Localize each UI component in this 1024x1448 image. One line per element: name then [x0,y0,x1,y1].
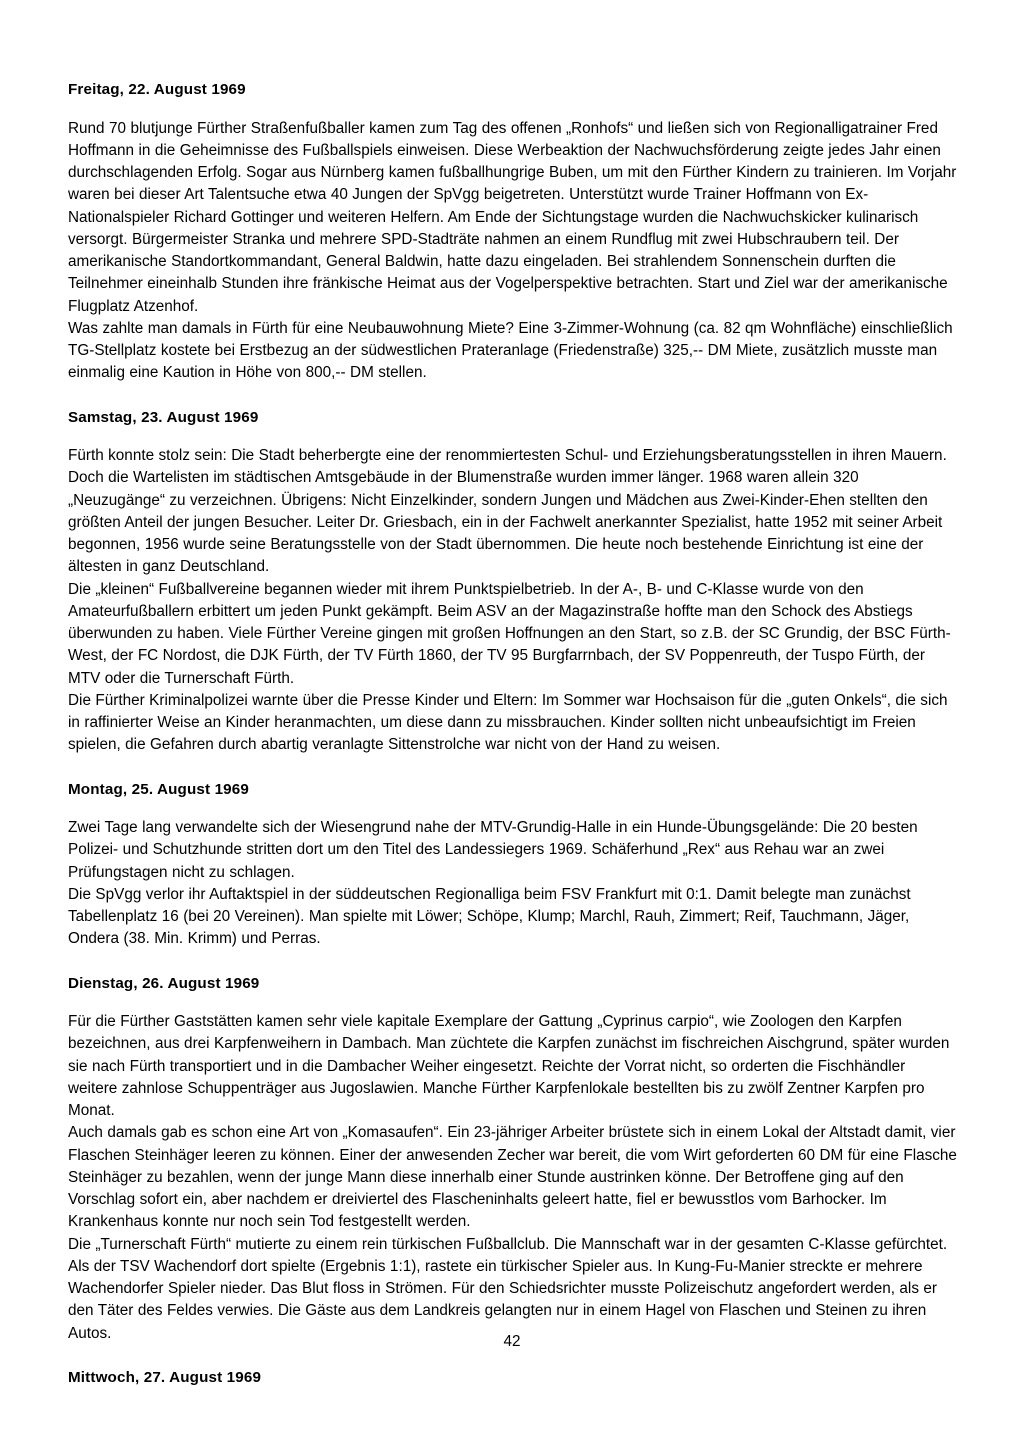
diary-entry [68,974,958,1345]
entry-date-heading: Samstag, 23. August 1969 [68,408,259,426]
entry-date-heading: Mittwoch, 27. August 1969 [68,1368,262,1386]
entry-paragraph: Zwei Tage lang verwandelte sich der Wiesengrund nahe der MTV-Grundig-Halle in ein Hunde-Übungsgelände: Die 20 besten Polizei- und Schutzhunde stritten dort um den Titel des Landessiegers 1969. Schäferhund „Rex“ aus Rehau war an zwei Prüfungstagen nicht zu schlagen. [68,819,918,881]
entry-date-heading: Montag, 25. August 1969 [68,780,249,798]
entry-paragraph: Die „kleinen“ Fußballvereine begannen wieder mit ihrem Punktspielbetrieb. In der A-, B- und C-Klasse wurde von den Amateurfußballern erbittert um jeden Punkt gekämpft. Beim ASV an der Magazinstraße hoffte man den Schock des Abstiegs überwunden zu haben. Viele Fürther Vereine gingen mit großen Hoffnungen an den Start, so z.B. der SC Grundig, der BSC Fürth-West, der FC Nordost, die DJK Fürth, der TV Fürth 1860, der TV 95 Burgfarrnbach, der SV Poppenreuth, der Tuspo Fürth, der MTV oder die Turnerschaft Fürth. [68,580,951,687]
entry-paragraph: Die SpVgg verlor ihr Auftaktspiel in der süddeutschen Regionalliga beim FSV Frankfurt mit 0:1. Damit belegte man zunächst Tabellenplatz 16 (bei 20 Vereinen). Man spielte mit Löwer; Schöpe, Klump; Marchl, Rauh, Zimmert; Reif, Tauchmann, Jäger, Ondera (38. Min. Krimm) und Perras. [68,885,911,948]
diary-entry [68,780,958,951]
diary-entry [68,80,958,385]
entry-paragraph: Was zahlte man damals in Fürth für eine Neubauwohnung Miete? Eine 3-Zimmer-Wohnung (ca. 82 qm Wohnfläche) einschließlich TG-Stellplatz kostete bei Erstbezug an der südwestlichen Prateranlage (Friedenstraße) 325,-- DM Miete, zusätzlich musste man einmalig eine Kaution in Höhe von 800,-- DM stellen. [68,319,953,382]
entry-paragraph: Fürth konnte stolz sein: Die Stadt beherbergte eine der renommiertesten Schul- und Erziehungsberatungsstellen in ihren Mauern. Doch die Wartelisten im städtischen Amtsgebäude in der Blumenstraße wurden immer länger. 1968 waren allein 320 „Neuzugänge“ zu verzeichnen. Übrigens: Nicht Einzelkinder, sondern Jungen und Mädchen aus Zwei-Kinder-Ehen stellten den größten Anteil der jungen Besucher. Leiter Dr. Griesbach, ein in der Fachwelt anerkannter Spezialist, hatte 1952 mit seiner Arbeit begonnen, 1956 wurde seine Beratungsstelle von der Stadt übernommen. Die heute noch bestehende Einrichtung ist eine der ältesten in ganz Deutschland. [68,447,947,576]
entry-date-heading: Freitag, 22. August 1969 [68,81,246,98]
diary-entry [68,408,958,757]
entry-paragraph: Rund 70 blutjunge Fürther Straßenfußballer kamen zum Tag des offenen „Ronhofs“ und ließen sich von Regionalligatrainer Fred Hoffmann in die Geheimnisse des Fußballspiels einweisen. Diese Werbeaktion der Nachwuchsförderung zeigte jedes Jahr einen durchschlagenden Erfolg. Sogar aus Nürnberg kamen fußballhungrige Buben, um mit den Fürther Kindern zu trainieren. Im Vorjahr waren bei dieser Art Talentsuche etwa 40 Jungen der SpVgg beigetreten. Unterstützt wurde Trainer Hoffmann von Ex-Nationalspieler Richard Gottinger und weiteren Helfern. Am Ende der Sichtungstage wurden die Nachwuchskicker kulinarisch versorgt. Bürgermeister Stranka und mehrere SPD-Stadträte nahmen an einem Rundflug mit zwei Hubschraubern teil. Der amerikanische Standortkommandant, General Baldwin, hatte dazu eingeladen. Bei strahlendem Sonnenschein durften die Teilnehmer eineinhalb Stunden ihre fränkische Heimat aus der Vogelperspektive betrachten. Start und Ziel war der amerikanische Flugplatz Atzenhof. [68,119,957,315]
entry-paragraph: Für die Fürther Gaststätten kamen sehr viele kapitale Exemplare der Gattung „Cyprinus carpio“, wie Zoologen den Karpfen bezeichnen, aus drei Karpfenweihern in Dambach. Man züchtete die Karpfen zunächst im fischreichen Aischgrund, später wurden sie nach Fürth transportiert und in die Dambacher Weiher eingesetzt. Reichte der Vorrat nicht, so orderten die Fischhändler weitere zahnlose Schuppenträger aus Jugoslawien. Manche Fürther Karpfenlokale bestellten bis zu zwölf Zentner Karpfen pro Monat. [68,1013,950,1120]
diary-entry [68,1368,958,1389]
entry-paragraph: Auch damals gab es schon eine Art von „Komasaufen“. Ein 23-jähriger Arbeiter brüstete sich in einem Lokal der Altstadt damit, vier Flaschen Steinhäger leeren zu können. Einer der anwesenden Zecher war bereit, die vom Wirt geforderten 60 DM für eine Flasche Steinhäger zu bezahlen, wenn der junge Mann diese innerhalb einer Stunde austrinken könne. Der Betroffene ging auf den Vorschlag sofort ein, aber nachdem er dreiviertel des Flascheninhalts geleert hatte, fiel er bewusstlos vom Barhocker. Im Krankenhaus konnte nur noch sein Tod festgestellt werden. [68,1124,957,1231]
document-body [68,80,958,1388]
entry-paragraph: Die Fürther Kriminalpolizei warnte über die Presse Kinder und Eltern: Im Sommer war Hochsaison für die „guten Onkels“, die sich in raffinierter Weise an Kinder heranmachten, um diese dann zu missbrauchen. Kinder sollten nicht unbeaufsichtigt im Freien spielen, die Gefahren durch abartig veranlagte Sittenstrolche war nicht von der Hand zu weisen. [68,691,948,754]
entry-paragraph: Die „Turnerschaft Fürth“ mutierte zu einem rein türkischen Fußballclub. Die Mannschaft war in der gesamten C-Klasse gefürchtet. Als der TSV Wachendorf dort spielte (Ergebnis 1:1), rastete ein türkischer Spieler aus. In Kung-Fu-Manier streckte er mehrere Wachendorfer Spieler nieder. Das Blut floss in Strömen. Für den Schiedsrichter musste Polizeischutz angefordert werden, als er den Täter des Feldes verwies. Die Gäste aus dem Landkreis gelangten nur in einem Hagel von Flaschen und Steinen zu ihren Autos. [68,1235,948,1342]
entry-date-heading: Dienstag, 26. August 1969 [68,974,260,992]
page-number: 42 [503,1333,521,1350]
